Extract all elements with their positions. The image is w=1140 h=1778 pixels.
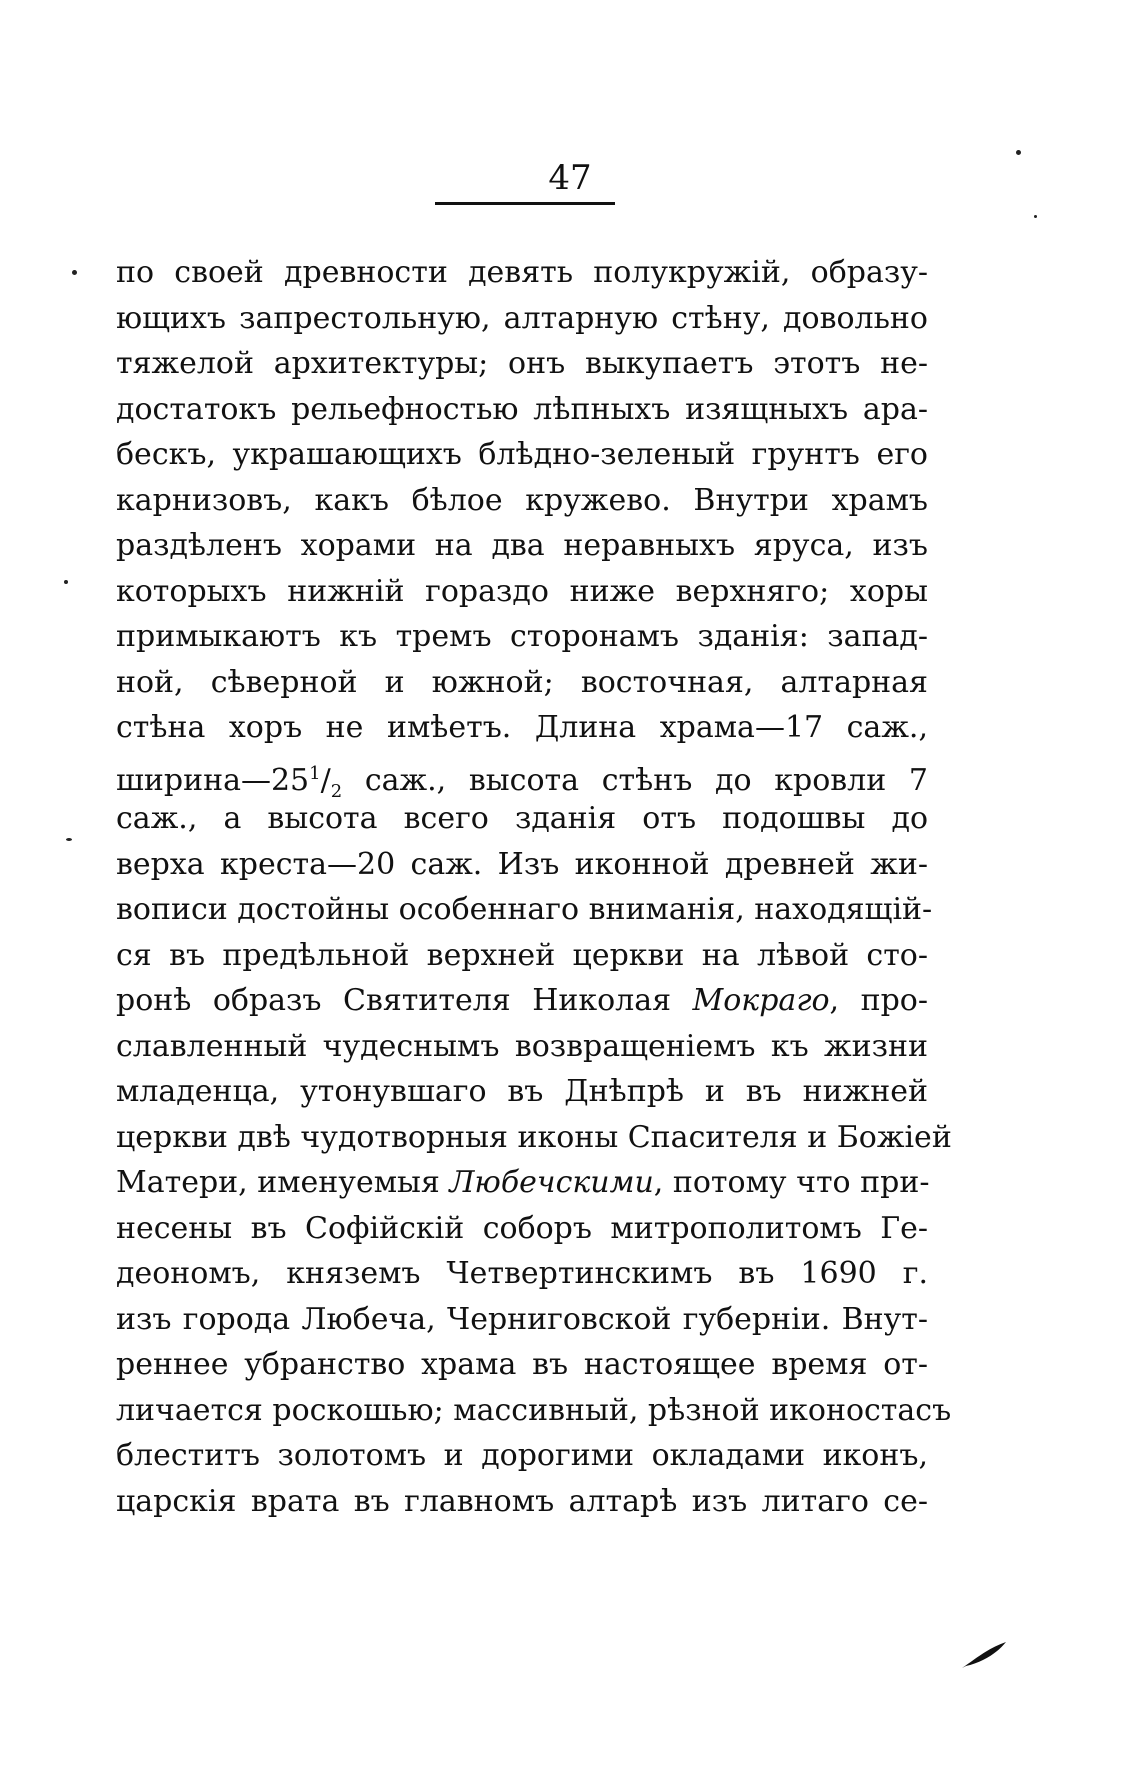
text-line (116, 751, 928, 802)
text-line: церкви двѣ чудотворныя иконы Спасителя и Божіей (116, 1119, 952, 1155)
italic-name: Любечскими (449, 1165, 654, 1200)
text-line: которыхъ нижній гораздо ниже верхняго; хоры (116, 573, 928, 609)
text-line: царскія врата въ главномъ алтарѣ изъ литаго се- (116, 1483, 928, 1519)
quill-mark-icon (960, 1640, 1010, 1670)
fraction-slash: / (320, 762, 331, 798)
text-line: деономъ, княземъ Четвертинскимъ въ 1690 г. (116, 1256, 928, 1291)
fraction-numerator: 1 (309, 762, 321, 784)
text-line (116, 1160, 928, 1206)
text-line: младенца, утонувшаго въ Днѣпрѣ и въ нижней (116, 1074, 928, 1109)
text-line: достатокъ рельефностью лѣпныхъ изящныхъ ара- (116, 391, 928, 427)
header-rule (435, 202, 615, 205)
scan-speck (64, 580, 68, 584)
text-line (116, 978, 928, 1024)
text-line: верха креста—20 саж. Изъ иконной древней жи- (116, 846, 928, 882)
text-segment: , потому что при- (653, 1165, 930, 1200)
text-segment: ронѣ образъ Святителя Николая (116, 983, 693, 1018)
text-line: саж., а высота всего зданія отъ подошвы до (116, 801, 928, 836)
text-line: блеститъ золотомъ и дорогими окладами иконъ, (116, 1438, 928, 1473)
text-line: славленный чудеснымъ возвращеніемъ къ жизни (116, 1028, 928, 1064)
text-line: стѣна хоръ не имѣетъ. Длина храма—17 саж., (116, 710, 928, 745)
italic-name: Мокраго (692, 983, 830, 1018)
text-line: карнизовъ, какъ бѣлое кружево. Внутри храмъ (116, 482, 928, 518)
text-line: тяжелой архитектуры; онъ выкупаетъ этотъ не- (116, 346, 928, 381)
text-segment: Матери, именуемыя (116, 1165, 450, 1200)
text-line: ной, сѣверной и южной; восточная, алтарная (116, 664, 928, 700)
scan-speck (1034, 215, 1037, 218)
text-line: личается роскошью; массивный, рѣзной иконостасъ (116, 1392, 952, 1428)
page-number: 47 (548, 158, 592, 198)
text-segment: , про- (829, 983, 928, 1018)
text-body (116, 250, 952, 1524)
text-line: реннее убранство храма въ настоящее время от- (116, 1347, 928, 1382)
text-line: ющихъ запрестольную, алтарную стѣну, довольно (116, 300, 928, 336)
scan-speck (72, 270, 77, 275)
text-line: ся въ предѣльной верхней церкви на лѣвой сто- (116, 937, 928, 973)
text-line: по своей древности девять полукружій, образу- (116, 255, 928, 290)
text-segment: ширина—25 (116, 762, 310, 798)
text-line: несены въ Софійскій соборъ митрополитомъ Ге- (116, 1210, 928, 1246)
text-segment: саж., высота стѣнъ до кровли 7 (342, 762, 928, 798)
text-line: примыкаютъ къ тремъ сторонамъ зданія: запад- (116, 619, 928, 654)
scan-speck (1016, 150, 1021, 155)
text-line: раздѣленъ хорами на два неравныхъ яруса, изъ (116, 528, 928, 563)
text-line: изъ города Любеча, Черниговской губерніи. Внут- (116, 1301, 928, 1337)
text-line: вописи достойны особеннаго вниманія, находящій- (116, 892, 933, 927)
scan-speck (66, 838, 72, 841)
fraction-denominator: 2 (330, 780, 343, 802)
text-line: бескъ, украшающихъ блѣдно-зеленый грунтъ его (116, 437, 928, 472)
